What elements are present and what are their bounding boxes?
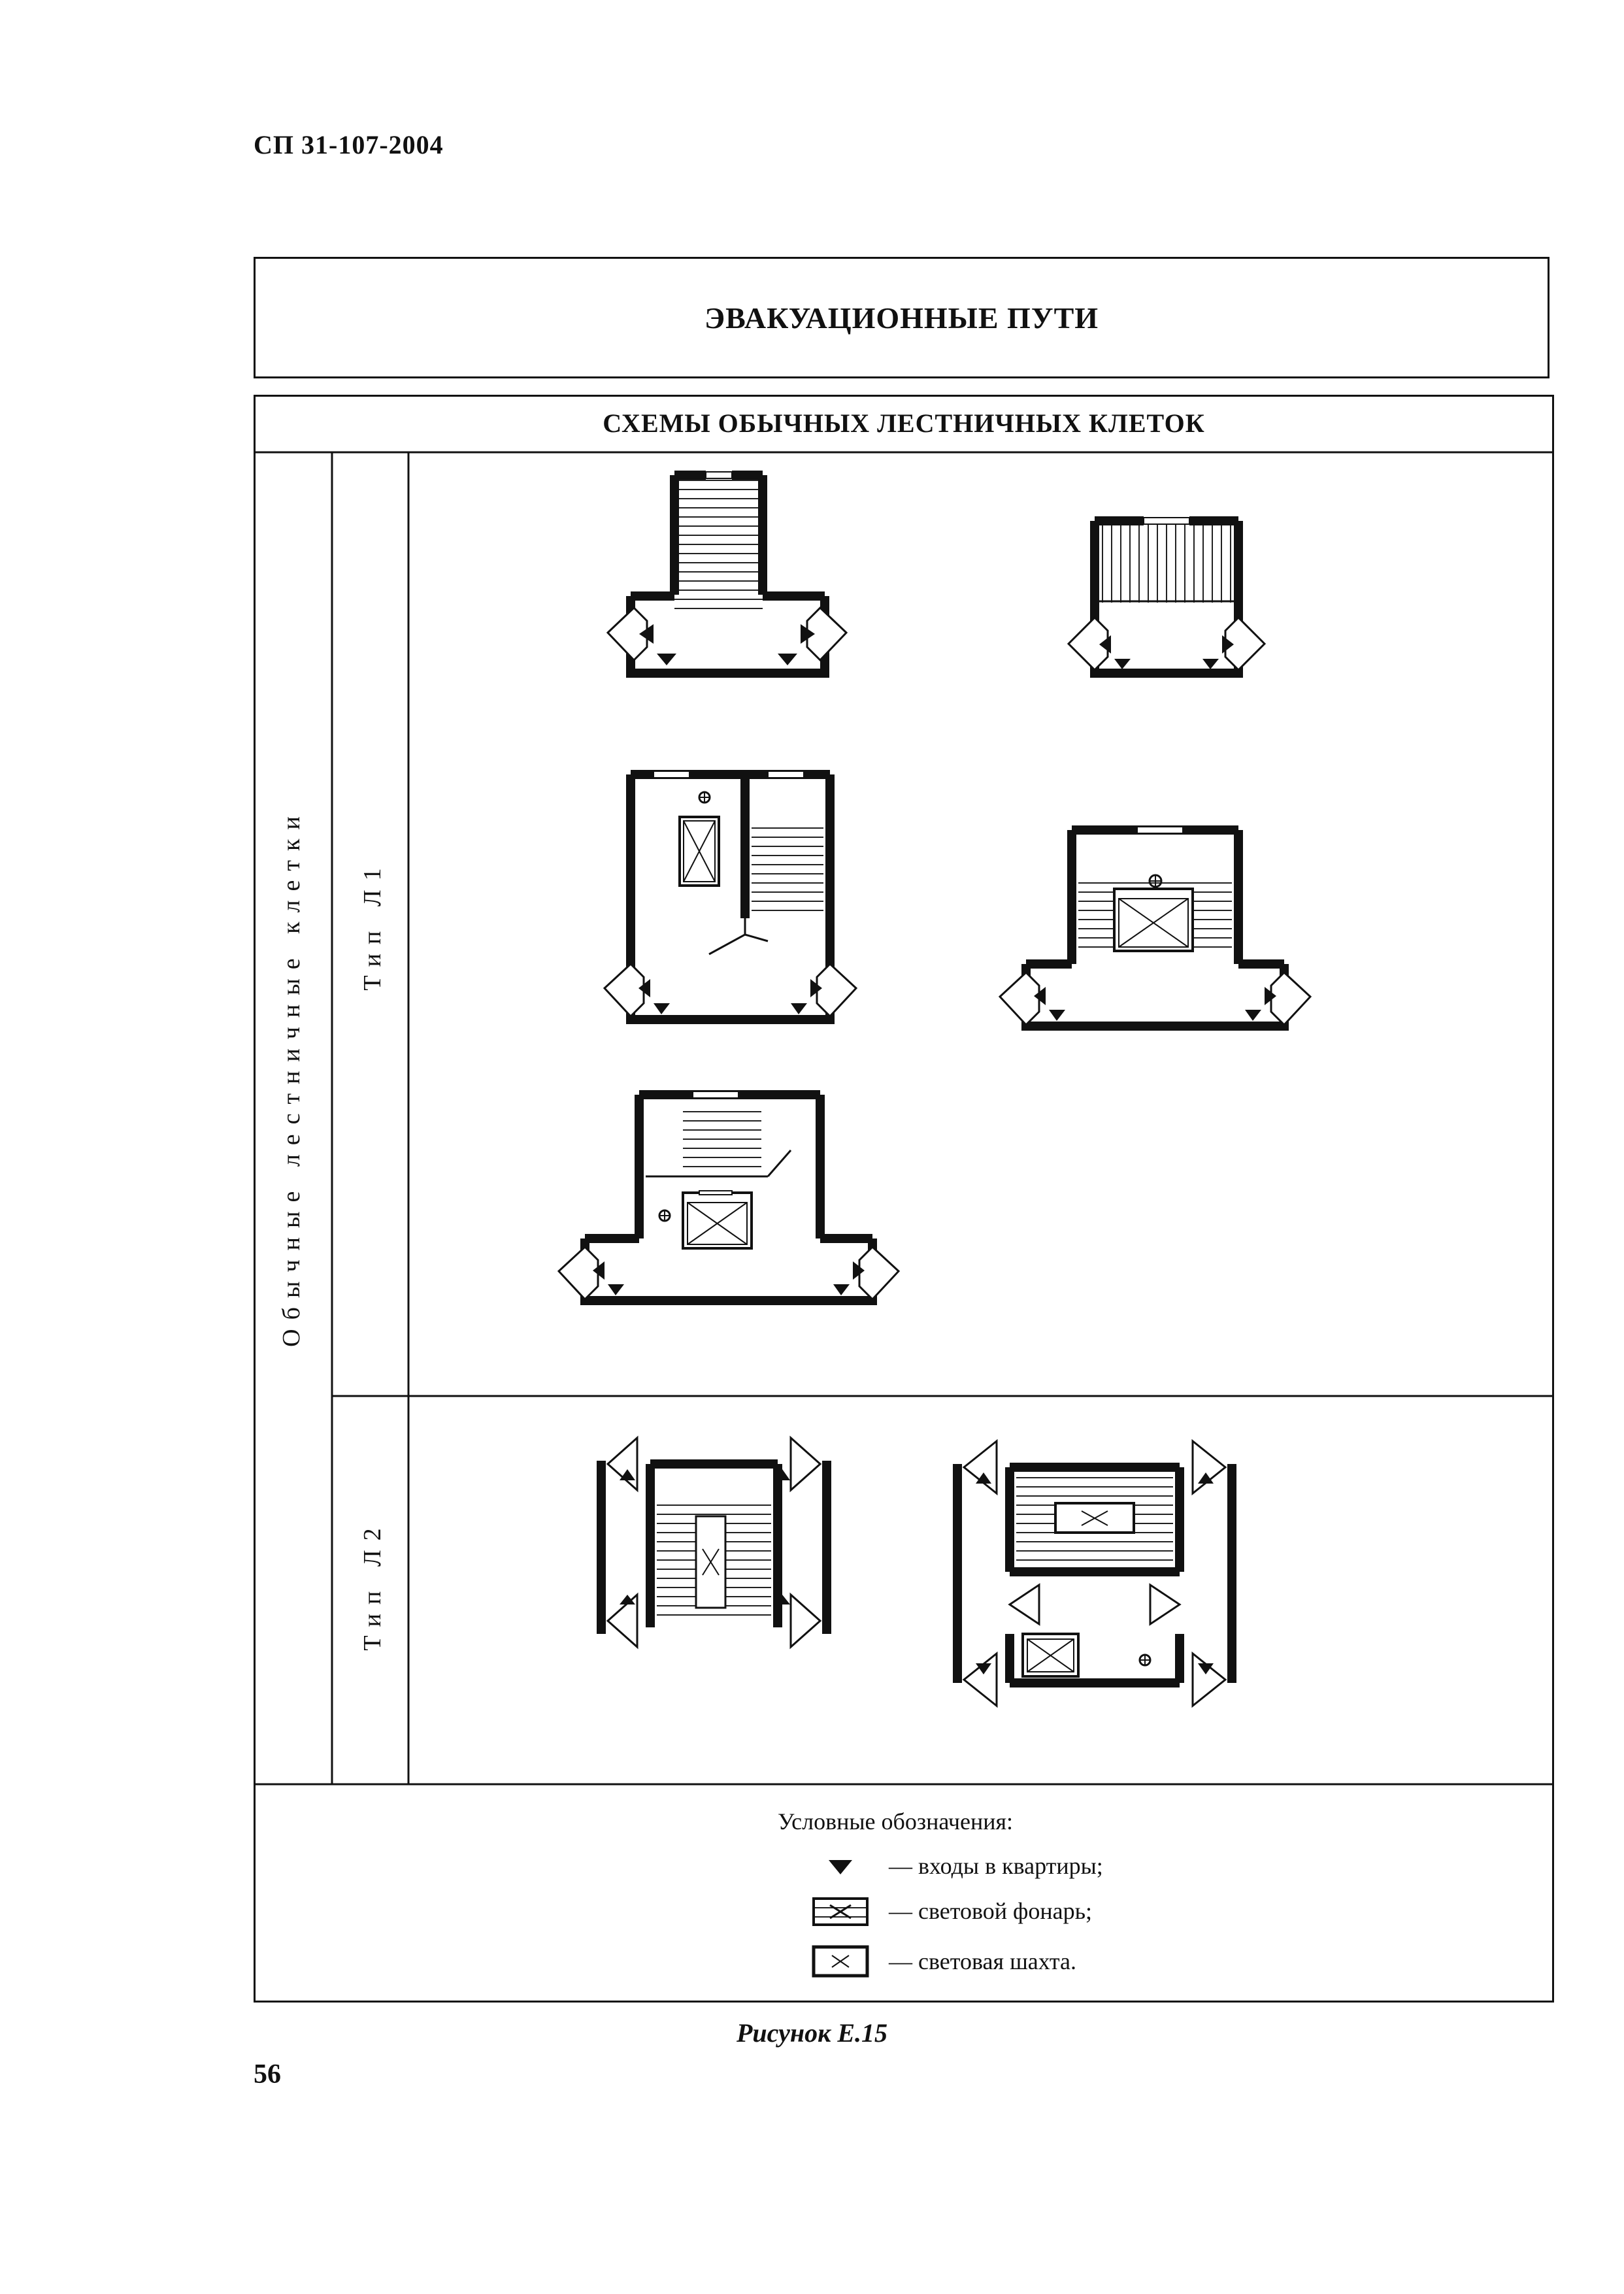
plan-l1-4 <box>1000 827 1310 1026</box>
row-label-ordinary-stairwells: Обычные лестничные клетки <box>278 807 305 1347</box>
document-code: СП 31-107-2004 <box>254 130 444 159</box>
skylight-icon <box>814 1899 867 1925</box>
apartment-entrance-triangle-icon <box>829 1860 852 1874</box>
legend-icons <box>814 1860 867 1976</box>
type-label-l1: Тип Л1 <box>359 859 386 991</box>
plan-l1-2 <box>1069 518 1265 673</box>
plan-l1-1 <box>608 472 846 676</box>
table-grid <box>254 452 1554 1784</box>
legend-item-light-shaft: — световая шахта. <box>889 1948 1077 1974</box>
legend-title: Условные обозначения: <box>778 1808 1014 1835</box>
type-label-l2: Тип Л2 <box>359 1519 386 1651</box>
light-shaft-icon <box>814 1947 867 1976</box>
page-title: ЭВАКУАЦИОННЫЕ ПУТИ <box>254 257 1549 378</box>
legend-item-apartment-entrances: — входы в квартиры; <box>889 1853 1103 1879</box>
legend-item-skylight: — световой фонарь; <box>889 1898 1093 1924</box>
page-number: 56 <box>254 2059 281 2089</box>
plan-l2-1 <box>601 1438 827 1647</box>
plan-l2-2 <box>957 1441 1232 1706</box>
figure-caption: Рисунок Е.15 <box>736 2018 888 2048</box>
plan-l1-5 <box>559 1091 899 1301</box>
plan-l1-3 <box>605 771 856 1020</box>
figure-subtitle: СХЕМЫ ОБЫЧНЫХ ЛЕСТНИЧНЫХ КЛЕТОК <box>603 408 1205 438</box>
